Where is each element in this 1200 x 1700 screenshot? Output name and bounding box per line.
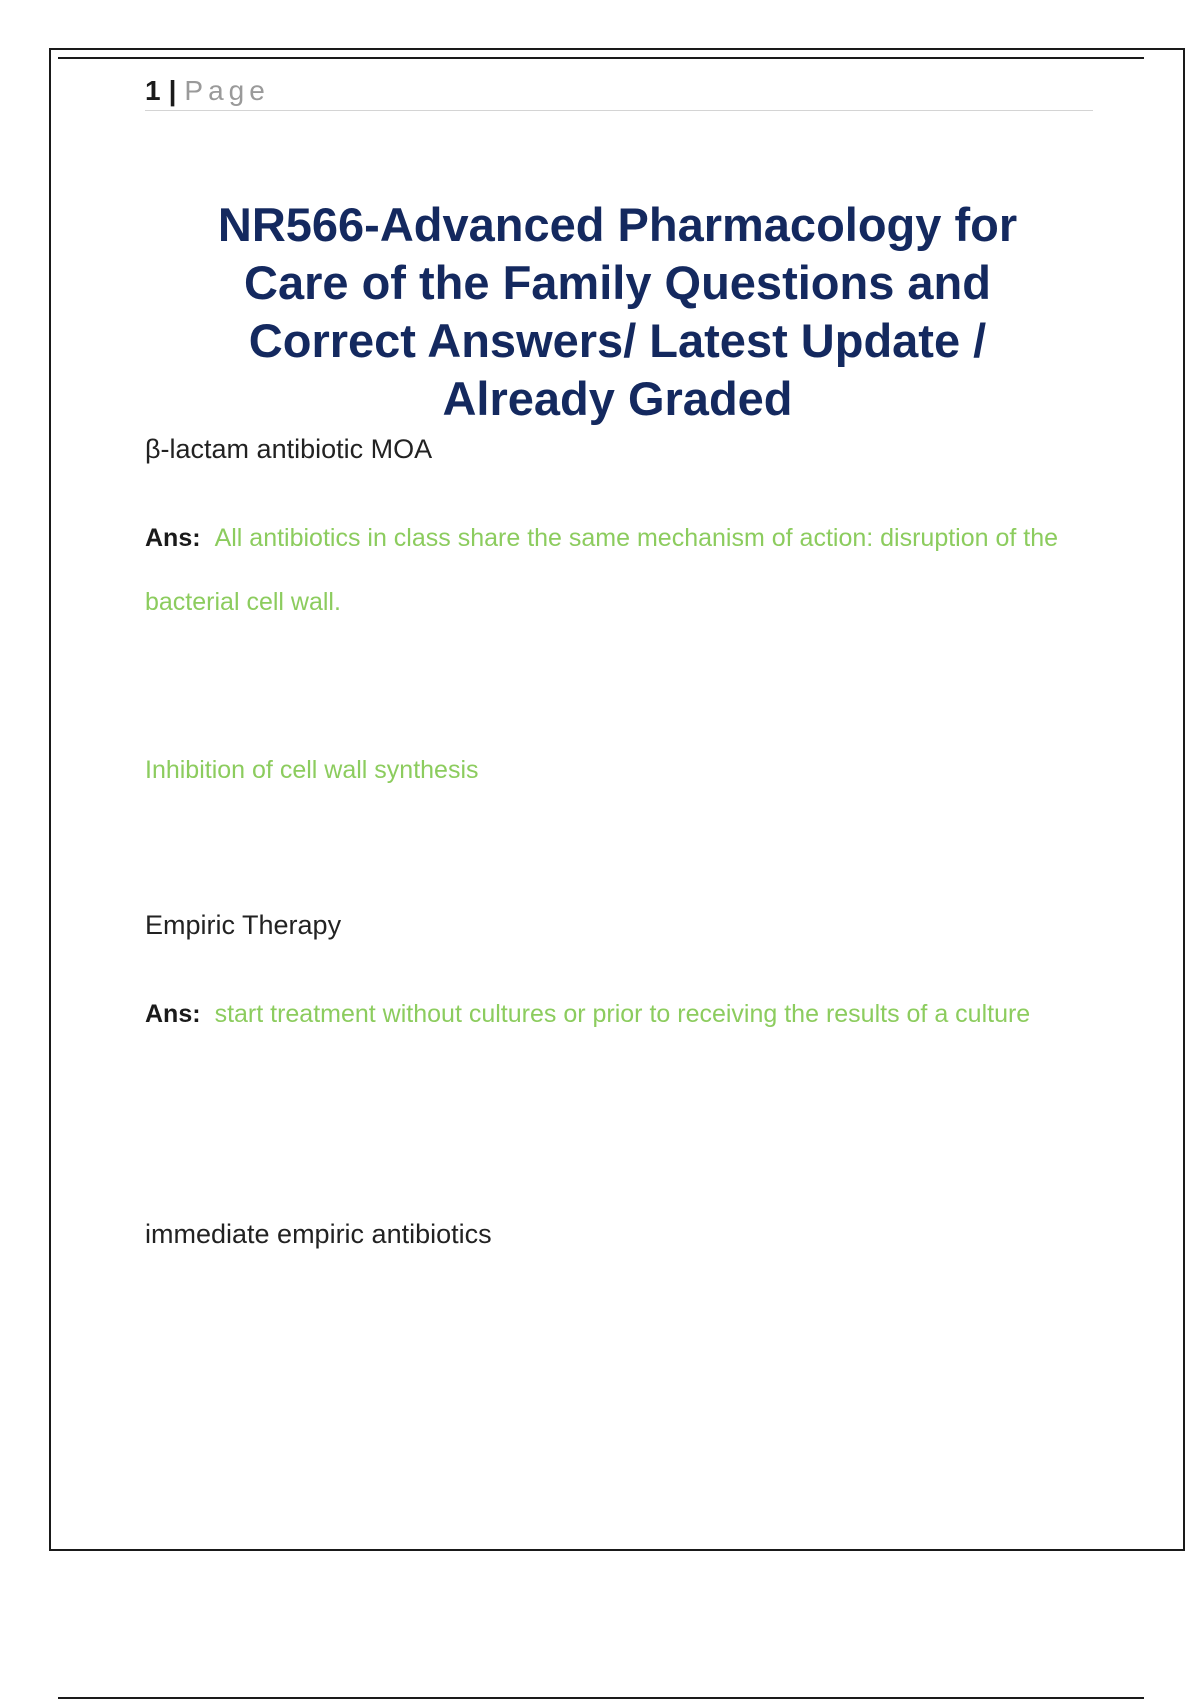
ans-label: Ans: (145, 1000, 201, 1028)
answer-follow-up: Inhibition of cell wall synthesis (145, 756, 479, 784)
question-empiric-therapy: Empiric Therapy (145, 910, 342, 940)
page-header (145, 72, 1093, 111)
bottom-rule (58, 1697, 1144, 1699)
top-rule (58, 57, 1144, 59)
question-beta-lactam-moa: β-lactam antibiotic MOA (145, 434, 433, 464)
page-label: Page (184, 75, 270, 106)
answer-beta-lactam-moa (145, 506, 1075, 634)
answer-text: All antibiotics in class share the same mechanism of action: disruption of the bacterial cell wall. (145, 524, 1059, 616)
answer-empiric-therapy (145, 982, 1075, 1046)
page-separator: | (168, 75, 177, 106)
document-title: NR566-Advanced Pharmacology for Care of the Family Questions and Correct Answers/ Latest Update / Already Graded (217, 198, 1018, 425)
page-number: 1 (145, 75, 161, 106)
ans-label: Ans: (145, 524, 201, 552)
answer-text: start treatment without cultures or prior to receiving the results of a culture (214, 1000, 1031, 1028)
question-immediate-empiric-antibiotics: immediate empiric antibiotics (145, 1219, 492, 1249)
